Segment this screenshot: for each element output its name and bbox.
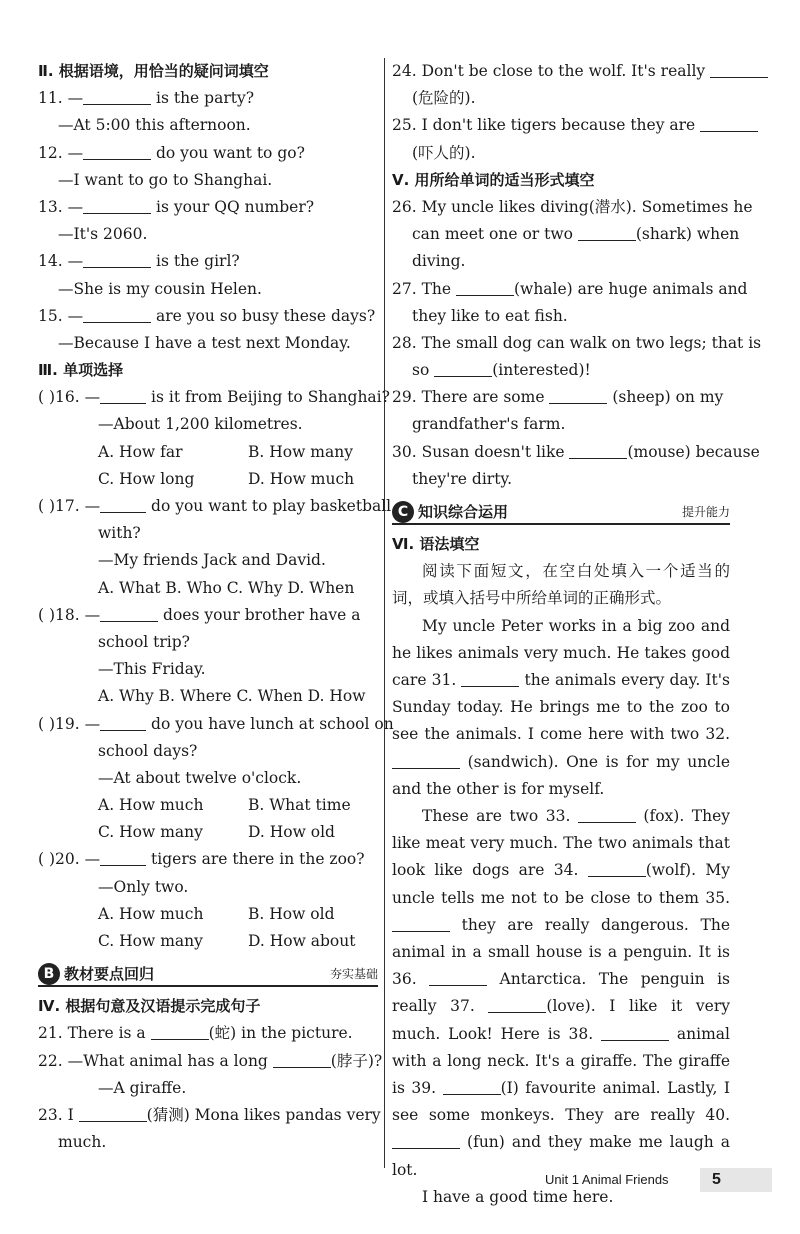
q14-line1: 14. — is the girl?	[38, 252, 240, 271]
section-c-tag: 提升能力	[681, 505, 730, 519]
option-d[interactable]: D. How old	[248, 823, 335, 842]
q17-line1: ( )17. — do you want to play basketball	[38, 497, 392, 515]
instructions: 阅读下面短文，在空白处填入一个适当的词，或填入括号中所给单词的正确形式。	[392, 562, 730, 608]
right-column	[392, 58, 762, 1211]
answer-blank-36[interactable]	[429, 969, 487, 986]
answer-blank[interactable]	[700, 115, 758, 132]
answer-blank-33[interactable]	[578, 806, 636, 823]
q15-line1: 15. — are you so busy these days?	[38, 306, 376, 325]
q12-line2: —I want to go to Shanghai.	[58, 170, 273, 189]
answer-blank[interactable]	[100, 496, 146, 513]
q18-answer: —This Friday.	[98, 660, 206, 679]
option-b[interactable]: B. How old	[248, 904, 335, 923]
q23-line: 23. I (猜测) Mona likes pandas very	[38, 1105, 381, 1124]
passage-paragraph-2: These are two 33. (fox). They like meat very much. The two animals that look like dogs are 34. (wolf). My uncle tells me not to be close to them 35. they are really dangerous. The animal in a small house is a penguin. It is 36. Antarctica. The penguin is really 37. (love). I like it very much. Look! Here is 38. animal with a long neck. It's a giraffe. The giraffe is 39. (I) favourite animal. Lastly, I see some monkeys. They are really 40. (fun) and they make me laugh a lot.	[392, 807, 730, 1179]
q13-line2: —It's 2060.	[58, 225, 148, 244]
answer-blank[interactable]	[100, 605, 158, 622]
footer-unit-title: Unit 1 Animal Friends	[545, 1172, 669, 1187]
q23-line2: much.	[58, 1133, 107, 1152]
q14-line2: —She is my cousin Helen.	[58, 279, 262, 298]
q18-line1: ( )18. — does your brother have a	[38, 605, 361, 624]
q26-line3: diving.	[412, 252, 466, 271]
answer-blank[interactable]	[569, 442, 627, 459]
q28-line2: so (interested)!	[412, 361, 591, 380]
q19-options-cd	[38, 819, 378, 846]
answer-blank[interactable]	[549, 387, 607, 404]
option-c[interactable]: C. How long	[98, 469, 195, 488]
q24-line: 24. Don't be close to the wolf. It's really	[392, 58, 730, 85]
section-c-title: 知识综合运用	[418, 503, 509, 521]
q30-line1: 30. Susan doesn't like (mouse) because	[392, 442, 760, 461]
answer-blank[interactable]	[273, 1051, 331, 1068]
banner-rule	[392, 523, 730, 525]
q20-answer: —Only two.	[98, 877, 189, 896]
option-a[interactable]: A. How far	[98, 442, 183, 461]
option-a[interactable]: A. How much	[98, 904, 204, 923]
q27-line2: they like to eat fish.	[412, 306, 568, 325]
section-c-banner	[392, 499, 730, 527]
q15-line2: —Because I have a test next Monday.	[58, 333, 351, 352]
q25-line2: (吓人的).	[412, 143, 476, 162]
q22-answer: —A giraffe.	[98, 1078, 187, 1097]
q16-answer: —About 1,200 kilometres.	[98, 415, 303, 434]
answer-blank[interactable]	[100, 714, 146, 731]
answer-blank-35[interactable]	[392, 915, 450, 932]
option-a[interactable]: A. How much	[98, 796, 204, 815]
q20-line1: ( )20. — tigers are there in the zoo?	[38, 850, 365, 869]
q11-line2: —At 5:00 this afternoon.	[58, 116, 251, 135]
q17-line2: with?	[98, 524, 141, 543]
q21-line: 21. There is a (蛇) in the picture.	[38, 1024, 353, 1043]
answer-blank[interactable]	[83, 251, 151, 268]
q13-line1: 13. — is your QQ number?	[38, 197, 315, 216]
q26-line1: 26. My uncle likes diving(潜水). Sometimes he	[392, 197, 753, 216]
q16-options-cd	[38, 466, 378, 493]
passage	[392, 613, 730, 1211]
passage-paragraph-1: My uncle Peter works in a big zoo and he likes animals very much. He takes good care 31. the animals every day. It's Sunday today. He brings me to the zoo to see the animals. I come here with two 32. (sandwich). One is for my uncle and the other is for myself.	[392, 616, 730, 798]
section-6-title: Ⅵ. 语法填空	[392, 535, 480, 553]
section-2-title: Ⅱ. 根据语境，用恰当的疑问词填空	[38, 62, 269, 80]
q17-options[interactable]: A. What B. Who C. Why D. When	[98, 578, 355, 597]
section-5-title: Ⅴ. 用所给单词的适当形式填空	[392, 170, 595, 189]
q25-line: 25. I don't like tigers because they are	[392, 112, 730, 139]
section-3-title: Ⅲ. 单项选择	[38, 361, 124, 380]
q17-answer: —My friends Jack and David.	[98, 551, 326, 570]
answer-blank-34[interactable]	[588, 860, 646, 877]
section-b-banner	[38, 961, 378, 989]
q29-line1: 29. There are some (sheep) on my	[392, 388, 724, 407]
q16-line1: ( )16. — is it from Beijing to Shanghai?	[38, 388, 390, 407]
section-b-tag: 夯实基础	[329, 967, 378, 982]
answer-blank[interactable]	[83, 88, 151, 105]
q26-line2: can meet one or two (shark) when	[412, 225, 740, 244]
answer-blank[interactable]	[710, 61, 768, 78]
option-c[interactable]: C. How many	[98, 932, 203, 950]
q19-options-ab	[38, 792, 378, 819]
option-d[interactable]: D. How about	[248, 932, 356, 950]
answer-blank[interactable]	[100, 387, 146, 404]
answer-blank-38[interactable]	[601, 1024, 669, 1041]
option-b[interactable]: B. What time	[248, 796, 351, 815]
q22-line: 22. —What animal has a long (脖子)?	[38, 1051, 383, 1070]
answer-blank[interactable]	[434, 360, 492, 377]
section-c-icon: C	[392, 501, 414, 523]
answer-blank[interactable]	[578, 224, 636, 241]
section-b-icon: B	[38, 963, 60, 985]
section-4-title: Ⅳ. 根据句意及汉语提示完成句子	[38, 997, 261, 1016]
answer-blank[interactable]	[83, 306, 151, 323]
page-number: 5	[700, 1168, 772, 1192]
answer-blank[interactable]	[83, 197, 151, 214]
q16-options-ab	[38, 439, 378, 466]
passage-paragraph-3: I have a good time here.	[422, 1187, 614, 1206]
answer-blank[interactable]	[79, 1105, 147, 1122]
q20-options-ab	[38, 901, 378, 928]
section-b-title: 教材要点回归	[64, 965, 155, 984]
answer-blank-40[interactable]	[392, 1132, 460, 1149]
answer-blank-31[interactable]	[461, 670, 519, 687]
answer-blank[interactable]	[100, 849, 146, 866]
q30-line2: they're dirty.	[412, 469, 513, 488]
option-b[interactable]: B. How many	[248, 442, 353, 461]
answer-blank[interactable]	[456, 279, 514, 296]
q19-line2: school days?	[98, 741, 198, 760]
q11-line1: 11. — is the party?	[38, 89, 255, 108]
q20-options-cd	[38, 928, 378, 955]
q29-line2: grandfather's farm.	[412, 415, 566, 434]
q27-line1: 27. The (whale) are huge animals and	[392, 279, 748, 298]
q28-line1: 28. The small dog can walk on two legs; that is	[392, 333, 762, 352]
q18-options[interactable]: A. Why B. Where C. When D. How	[98, 687, 366, 706]
q19-line1: ( )19. — do you have lunch at school on	[38, 714, 394, 733]
q12-line1: 12. — do you want to go?	[38, 143, 305, 162]
answer-blank[interactable]	[83, 143, 151, 160]
q19-answer: —At about twelve o'clock.	[98, 768, 302, 787]
answer-blank-32[interactable]	[392, 752, 460, 769]
answer-blank[interactable]	[151, 1023, 209, 1040]
column-divider	[384, 58, 385, 1168]
option-c[interactable]: C. How many	[98, 823, 203, 842]
banner-rule	[38, 985, 378, 987]
option-d[interactable]: D. How much	[248, 469, 355, 488]
answer-blank-39[interactable]	[443, 1078, 501, 1095]
left-column	[38, 58, 394, 1156]
answer-blank-37[interactable]	[488, 996, 546, 1013]
q18-line2: school trip?	[98, 632, 190, 651]
q24-line2: (危险的).	[412, 89, 476, 108]
